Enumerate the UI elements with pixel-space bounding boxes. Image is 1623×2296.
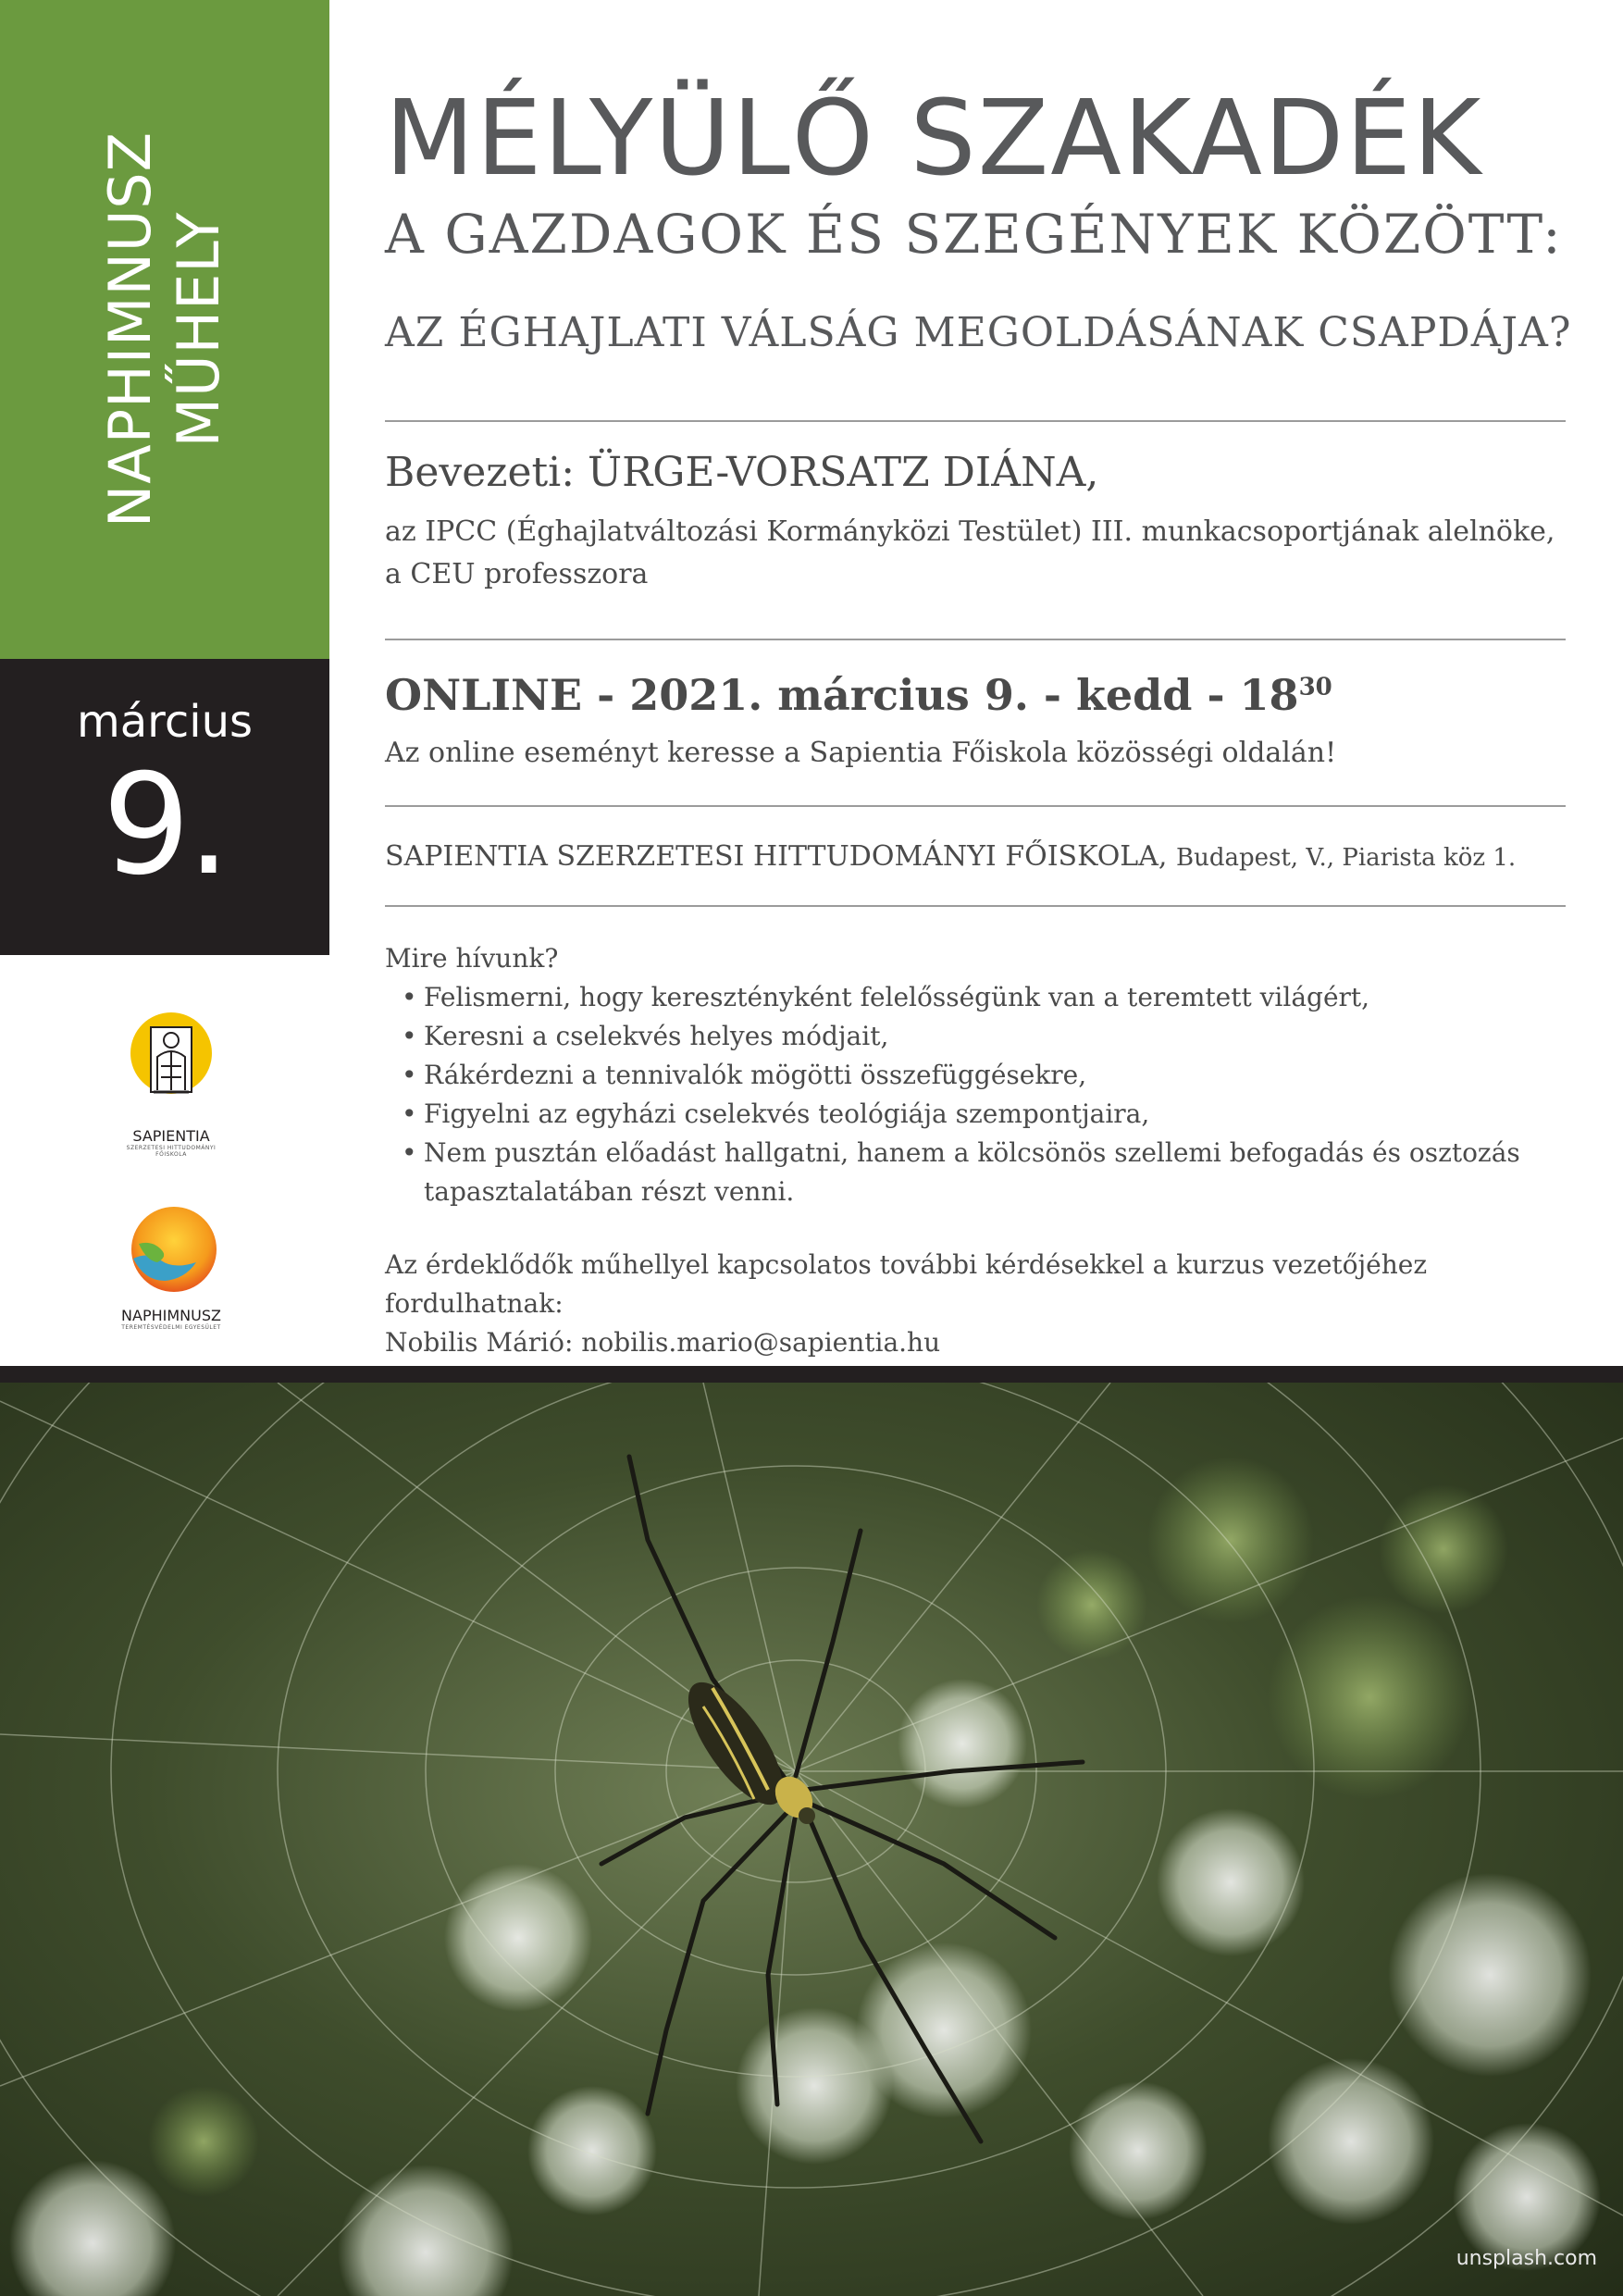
vertical-title-line1: NAPHIMNUSZ [96, 130, 164, 528]
venue-address: Budapest, V., Piarista köz 1. [1175, 844, 1517, 872]
speaker-intro: Bevezeti: ÜRGE-VORSATZ DIÁNA, [385, 449, 1099, 496]
event-online-note: Az online eseményt keresse a Sapientia Főiskola közösségi oldalán! [385, 737, 1337, 769]
speaker-description [385, 511, 1579, 596]
list-item: • Rákérdezni a tennivalók mögötti összefüggésekre, [402, 1056, 1579, 1095]
invitation-list [385, 978, 1579, 1211]
naphimnusz-logo-subtitle: TEREMTÉSVÉDELMI EGYESÜLET [121, 1324, 221, 1331]
photo-divider [0, 1366, 1623, 1383]
vertical-title-line2: MŰHELY [165, 211, 232, 448]
workshop-vertical-title [96, 131, 233, 527]
invitation-section [385, 939, 1579, 1211]
naphimnusz-logo [120, 1203, 222, 1331]
divider-rule [385, 639, 1566, 640]
venue-name: SAPIENTIA SZERZETESI HITTUDOMÁNYI FŐISKOLA, [385, 840, 1168, 873]
speaker-desc-line1: az IPCC (Éghajlatváltozási Kormányközi Testület) III. munkacsoportjának alelnöke, [385, 515, 1555, 548]
contact-section [385, 1246, 1579, 1362]
venue [385, 840, 1516, 873]
divider-rule [385, 905, 1566, 907]
event-time-minutes: 30 [1298, 673, 1332, 701]
page-title: MÉLYÜLŐ SZAKADÉK [385, 79, 1483, 199]
speaker-desc-line2: a CEU professzora [385, 558, 649, 590]
naphimnusz-logo-name: NAPHIMNUSZ [121, 1307, 221, 1324]
page-subtitle-1: A GAZDAGOK ÉS SZEGÉNYEK KÖZÖTT: [385, 203, 1563, 266]
sidebar-green-band [0, 0, 329, 659]
spider-web-photo [0, 1383, 1623, 2296]
list-item: • Felismerni, hogy keresztényként felelősségünk van a teremtett világért, [402, 978, 1579, 1017]
sapientia-logo-subtitle: SZERZETESI HITTUDOMÁNYI FŐISKOLA [126, 1145, 217, 1158]
invitation-heading: Mire hívunk? [385, 943, 559, 974]
spider-web-image [0, 1383, 1623, 2296]
sapientia-logo-name: SAPIENTIA [132, 1127, 210, 1145]
list-item: • Nem pusztán előadást hallgatni, hanem a kölcsönös szellemi befogadás és osztozás tapasztalatában részt venni. [402, 1134, 1579, 1211]
sapientia-logo [120, 999, 222, 1158]
event-datetime [385, 670, 1332, 720]
naphimnusz-sun-hands-icon [120, 1203, 222, 1299]
page-subtitle-2: AZ ÉGHAJLATI VÁLSÁG MEGOLDÁSÁNAK CSAPDÁJA? [385, 309, 1572, 356]
date-month: március [76, 696, 253, 748]
contact-line1: Az érdeklődők műhellyel kapcsolatos további kérdésekkel a kurzus vezetőjéhez fordulhatnak: [385, 1249, 1428, 1319]
divider-rule [385, 805, 1566, 807]
photo-credit: unsplash.com [1456, 2247, 1597, 2270]
date-day: 9. [102, 745, 228, 906]
list-item: • Keresni a cselekvés helyes módjait, [402, 1017, 1579, 1056]
event-datetime-text: ONLINE - 2021. március 9. - kedd - 18 [385, 670, 1299, 720]
divider-rule [385, 420, 1566, 422]
date-box [0, 659, 329, 955]
list-item: • Figyelni az egyházi cselekvés teológiája szempontjaira, [402, 1095, 1579, 1134]
sapientia-emblem-icon [120, 999, 222, 1120]
contact-line2: Nobilis Márió: nobilis.mario@sapientia.hu [385, 1327, 941, 1358]
